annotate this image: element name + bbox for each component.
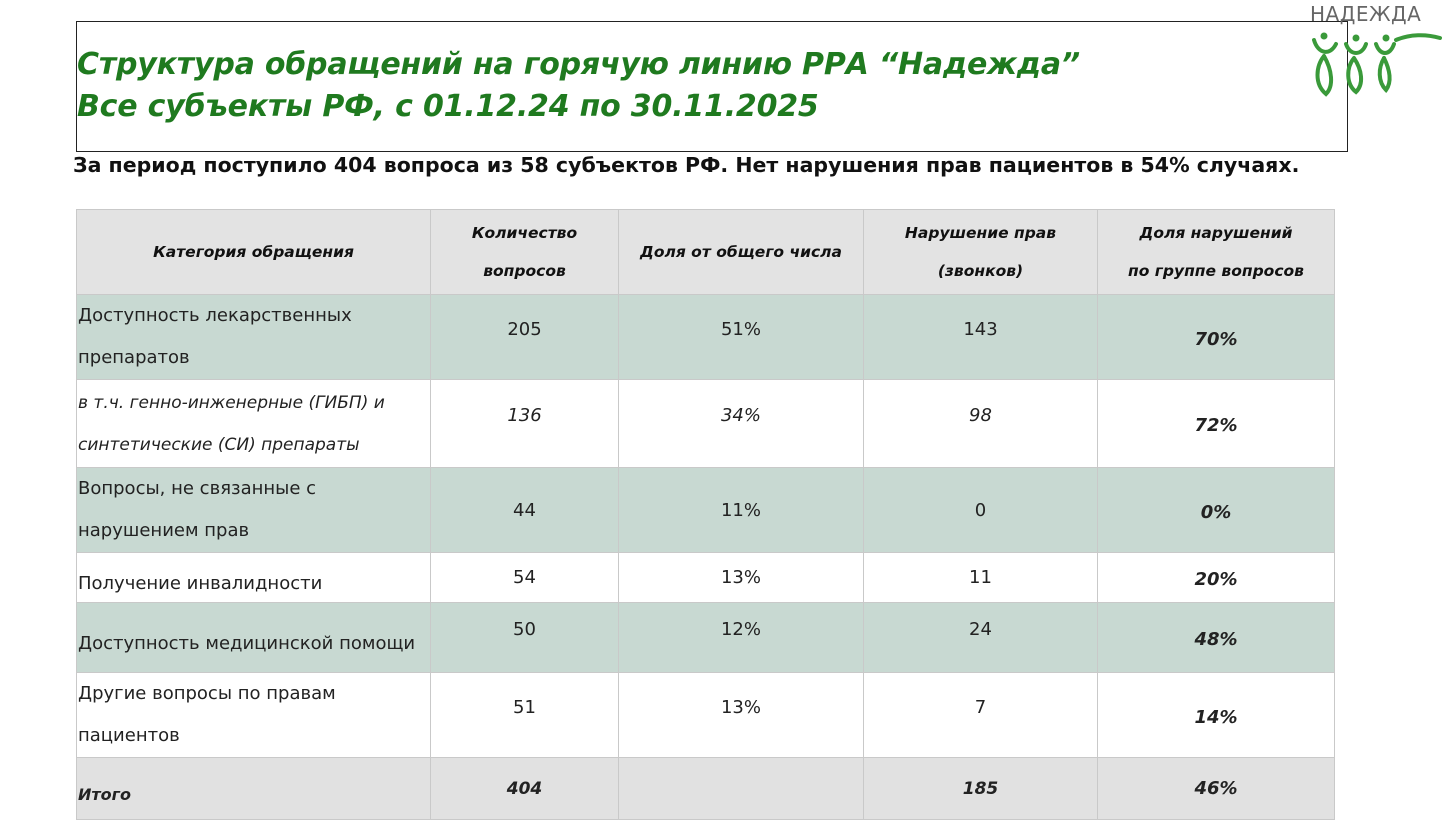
row-share-value: 13% bbox=[720, 567, 761, 588]
row-violation-share bbox=[1098, 673, 1335, 758]
header-count-line2: вопросов bbox=[483, 262, 566, 280]
row-count-value: 51 bbox=[513, 696, 536, 718]
row-category-line1: Доступность лекарственных bbox=[78, 305, 352, 326]
header-violations bbox=[864, 210, 1098, 295]
table-row bbox=[77, 468, 1335, 553]
total-violation-share-value: 46% bbox=[1194, 778, 1238, 799]
row-count bbox=[431, 295, 619, 380]
row-category-line2: нарушением прав bbox=[78, 520, 250, 541]
row-share bbox=[619, 553, 864, 603]
row-share bbox=[619, 380, 864, 468]
row-share bbox=[619, 673, 864, 758]
row-count bbox=[431, 603, 619, 673]
row-category-line1: Вопросы, не связанные с bbox=[78, 478, 317, 499]
row-category bbox=[77, 553, 431, 603]
logo-figures-icon bbox=[1300, 26, 1442, 102]
row-category-line1: Получение инвалидности bbox=[78, 572, 323, 594]
table-total-row bbox=[77, 758, 1335, 820]
header-share-label: Доля от общего числа bbox=[640, 243, 842, 261]
header-category bbox=[77, 210, 431, 295]
row-share-value: 51% bbox=[720, 318, 761, 340]
row-violation-share bbox=[1098, 295, 1335, 380]
total-violation-share bbox=[1098, 758, 1335, 820]
row-violations bbox=[864, 673, 1098, 758]
total-violations bbox=[864, 758, 1098, 820]
table-row bbox=[77, 295, 1335, 380]
row-violations-value: 0 bbox=[974, 499, 987, 521]
row-category bbox=[77, 603, 431, 673]
header-violations-line1: Нарушение прав bbox=[904, 224, 1057, 242]
row-violation-share bbox=[1098, 603, 1335, 673]
table-row bbox=[77, 673, 1335, 758]
row-share-value: 12% bbox=[720, 619, 761, 640]
row-violation-share-value: 48% bbox=[1194, 629, 1238, 650]
row-count-value: 205 bbox=[507, 318, 542, 340]
logo-text: НАДЕЖДА bbox=[1310, 2, 1422, 26]
row-category bbox=[77, 295, 431, 380]
header-count-line1: Количество bbox=[471, 224, 578, 242]
row-count-value: 44 bbox=[513, 499, 536, 521]
row-share-value: 11% bbox=[720, 499, 761, 521]
row-violations-value: 98 bbox=[969, 405, 992, 426]
row-share bbox=[619, 295, 864, 380]
row-share-value: 13% bbox=[720, 696, 761, 718]
row-category-line2: пациентов bbox=[78, 725, 180, 746]
row-violations bbox=[864, 603, 1098, 673]
row-category bbox=[77, 673, 431, 758]
row-violation-share bbox=[1098, 553, 1335, 603]
header-violations-line2: (звонков) bbox=[937, 262, 1024, 280]
row-category bbox=[77, 380, 431, 468]
categories-table bbox=[76, 209, 1335, 820]
row-count bbox=[431, 468, 619, 553]
row-violation-share-value: 0% bbox=[1200, 501, 1232, 523]
header-violation-share-line1: Доля нарушений bbox=[1139, 224, 1293, 242]
total-violations-value: 185 bbox=[962, 778, 999, 799]
row-violations bbox=[864, 553, 1098, 603]
row-category bbox=[77, 468, 431, 553]
row-share-value: 34% bbox=[720, 405, 761, 426]
row-violation-share-value: 20% bbox=[1194, 569, 1238, 590]
page-subtitle: Все субъекты РФ, с 01.12.24 по 30.11.2025 bbox=[77, 89, 819, 124]
table-row bbox=[77, 603, 1335, 673]
row-violations bbox=[864, 295, 1098, 380]
row-category-line2: препаратов bbox=[78, 347, 190, 368]
row-count-value: 136 bbox=[507, 405, 542, 426]
row-category-line1: в т.ч. генно-инженерные (ГИБП) и bbox=[78, 392, 385, 413]
row-violations-value: 11 bbox=[969, 567, 992, 588]
row-violation-share-value: 72% bbox=[1194, 415, 1238, 436]
row-violations-value: 7 bbox=[974, 696, 987, 718]
header-category-label: Категория обращения bbox=[153, 243, 354, 261]
row-count bbox=[431, 673, 619, 758]
summary-text: За период поступило 404 вопроса из 58 субъектов РФ. Нет нарушения прав пациентов в 54% случаях. bbox=[73, 153, 1300, 177]
page-title: Структура обращений на горячую линию РРА “Надежда” bbox=[77, 47, 1080, 82]
row-share bbox=[619, 468, 864, 553]
row-count-value: 54 bbox=[513, 567, 536, 588]
row-violation-share-value: 14% bbox=[1194, 706, 1238, 728]
total-count-value: 404 bbox=[506, 778, 543, 799]
table-row bbox=[77, 553, 1335, 603]
row-category-line2: синтетические (СИ) препараты bbox=[78, 434, 360, 455]
total-share bbox=[619, 758, 864, 820]
row-violation-share bbox=[1098, 468, 1335, 553]
header-violation-share bbox=[1098, 210, 1335, 295]
title-box bbox=[76, 21, 1348, 152]
total-label bbox=[77, 758, 431, 820]
row-category-line1: Другие вопросы по правам bbox=[78, 683, 336, 704]
logo bbox=[1300, 0, 1442, 104]
row-category-line1: Доступность медицинской помощи bbox=[78, 632, 416, 654]
total-count bbox=[431, 758, 619, 820]
table-header-row bbox=[77, 210, 1335, 295]
row-violations-value: 143 bbox=[963, 318, 998, 340]
total-label-text: Итого bbox=[78, 784, 132, 804]
header-share bbox=[619, 210, 864, 295]
row-violations bbox=[864, 380, 1098, 468]
table-row bbox=[77, 380, 1335, 468]
header-violation-share-line2: по группе вопросов bbox=[1128, 262, 1304, 280]
row-count bbox=[431, 553, 619, 603]
header-count bbox=[431, 210, 619, 295]
row-count-value: 50 bbox=[513, 619, 536, 640]
row-count bbox=[431, 380, 619, 468]
row-violations bbox=[864, 468, 1098, 553]
row-violation-share bbox=[1098, 380, 1335, 468]
row-violations-value: 24 bbox=[969, 619, 992, 640]
row-violation-share-value: 70% bbox=[1194, 328, 1238, 350]
row-share bbox=[619, 603, 864, 673]
